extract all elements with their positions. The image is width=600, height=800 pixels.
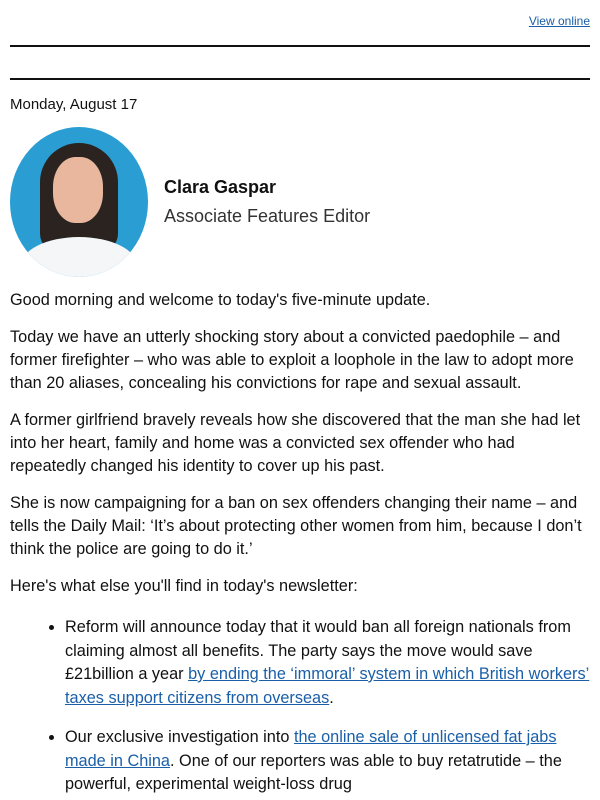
author-name: Clara Gaspar [164, 177, 277, 197]
issue-date: Monday, August 17 [10, 96, 138, 113]
view-online-link[interactable]: View online [528, 14, 590, 28]
intro-paragraph: Good morning and welcome to today's five-minute update. [10, 291, 431, 309]
avatar [10, 127, 148, 277]
list-item [65, 616, 590, 710]
list-item [65, 726, 590, 797]
article-link[interactable]: the online sale of unlicensed fat jabs made in China [65, 728, 557, 770]
newsletter [10, 0, 590, 797]
article-link[interactable]: by ending the ‘immoral’ system in which British workers’ taxes support citizens from overseas [65, 665, 590, 707]
story-paragraph: A former girlfriend bravely reveals how she discovered that the man she had let into her heart, family and home was a convicted sex offender who had repeatedly changed his identity to cover up his past. [10, 411, 581, 475]
top-bar [10, 0, 590, 47]
list-item-text: . [329, 688, 334, 707]
header-divider [10, 47, 590, 80]
list-intro: Here's what else you'll find in today's newsletter: [10, 577, 358, 595]
list-item-text: . One of our reporters was able to buy retatrutide – the powerful, experimental weight-loss drug [65, 751, 562, 793]
author-info [164, 177, 370, 227]
story-paragraph: She is now campaigning for a ban on sex offenders changing their name – and tells the Daily Mail: ‘It’s about protecting other women from him, because I don’t think the police are going to do it.’ [10, 494, 582, 558]
avatar-shirt [20, 237, 138, 277]
avatar-face [53, 157, 103, 223]
list-item-text: Reform will announce today that it would ban all foreign nationals from claiming almost all benefits. The party says the move would save £21billion a year [65, 618, 571, 683]
list-item-text: Our exclusive investigation into [65, 728, 294, 746]
story-paragraph: Today we have an utterly shocking story about a convicted paedophile – and former firefighter – who was able to exploit a loophole in the law to adopt more than 20 aliases, concealing his convictions for rape and sexual assault. [10, 328, 574, 392]
author-block [10, 127, 590, 277]
author-role: Associate Features Editor [164, 206, 371, 226]
newsletter-list [10, 616, 590, 797]
